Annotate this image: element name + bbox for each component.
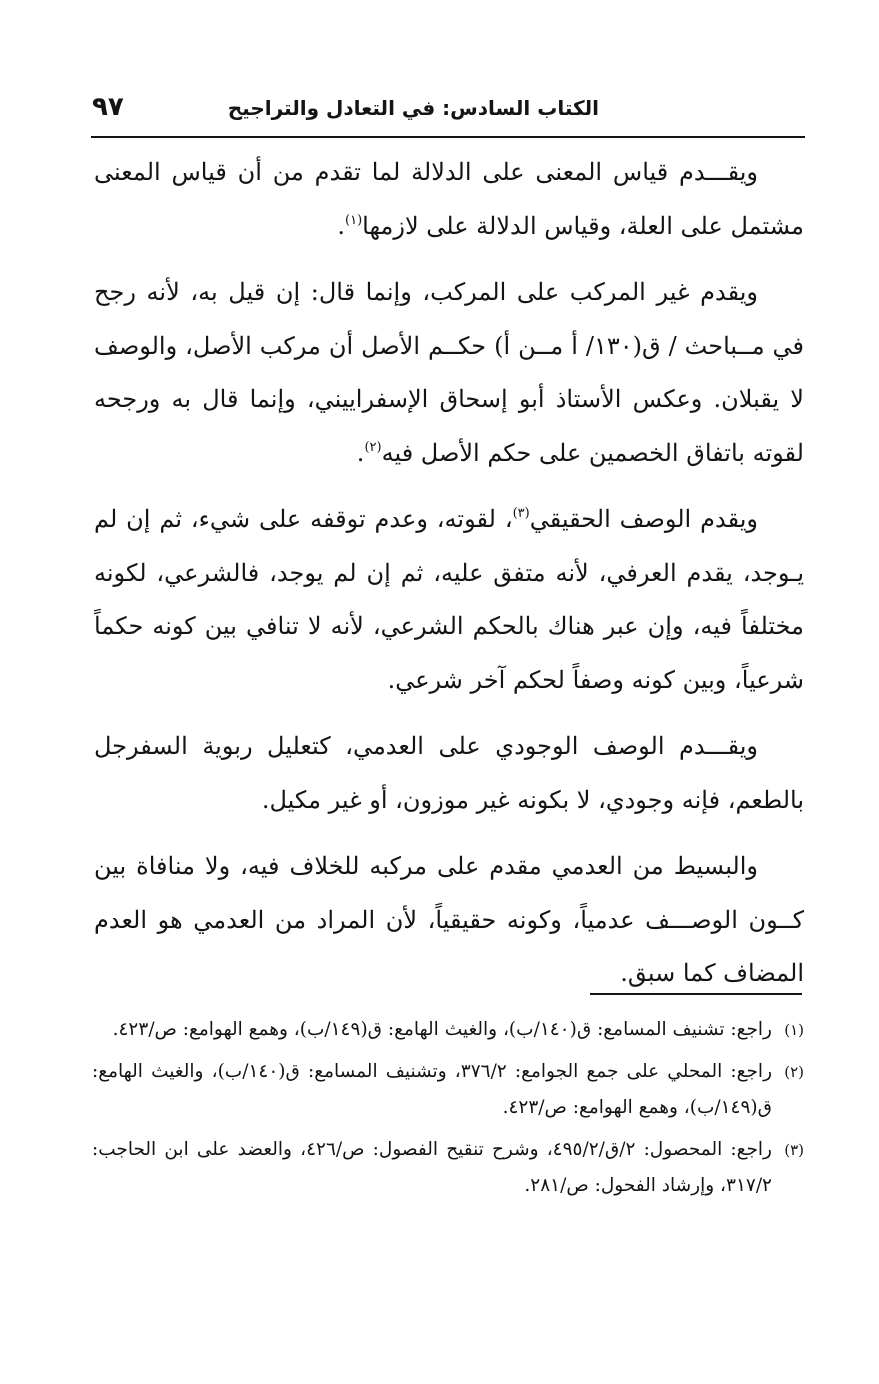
paragraph-tail: ، لقوته، وعدم توقفه على شيء، ثم إن لم يـوجد، يقدم العرفي، لأنه متفق عليه، ثم إن لم يوجد، فالشرعي، لكونه مختلفاً فيه، وإن عبر هناك بالحكم الشرعي، لأنه لا تنافي بين كونه حكماً شرعياً، وبين كونه وصفاً لحكم آخر شرعي. <box>94 505 804 694</box>
paragraph <box>94 266 804 480</box>
paragraph <box>94 493 804 707</box>
running-title: الكتاب السادس: في التعادل والتراجيح <box>227 96 599 120</box>
footnote-mark: (٣) <box>784 1141 804 1159</box>
footnote-item <box>92 1054 804 1126</box>
footnote-text: راجع: تشنيف المسامع: ق(١٤٠/ب)، والغيث الهامع: ق(١٤٩/ب)، وهمع الهوامع: ص/٤٢٣. <box>112 1019 772 1040</box>
main-text <box>94 146 804 1014</box>
page-header <box>92 92 804 136</box>
footnote-reference[interactable]: (١) <box>345 212 363 228</box>
footnote-mark: (٢) <box>784 1063 805 1081</box>
page-number: ٩٧ <box>92 92 124 122</box>
paragraph-text: والبسيط من العدمي مقدم على مركبه للخلاف فيه، ولا منافاة بين كــون الوصـــف عدمياً، وكونه حقيقياً، لأن المراد من العدمي هو العدم المضاف كما سبق. <box>94 852 804 987</box>
footnote-item <box>92 1012 804 1048</box>
paragraph-tail: . <box>356 438 365 467</box>
footnote-text: راجع: المحصول: ٢/ق/٤٩٥/٢، وشرح تنقيح الفصول: ص/٤٢٦، والعضد على ابن الحاجب: ٣١٧/٢، وإرشاد الفحول: ص/٢٨١. <box>92 1139 772 1196</box>
paragraph <box>94 840 804 1001</box>
paragraph-text: ويقـــدم الوصف الوجودي على العدمي، كتعليل ربوية السفرجل بالطعم، فإنه وجودي، لا بكونه غير موزون، أو غير مكيل. <box>94 732 804 814</box>
paragraph-tail: . <box>337 211 345 240</box>
paragraph <box>94 146 804 253</box>
footnote-reference[interactable]: (٣) <box>512 506 530 521</box>
paragraph-text: ويقدم غير المركب على المركب، وإنما قال: إن قيل به، لأنه رجح في مــباحث / ق(١٣٠/ أ مــن أ) حكــم الأصل أن مركب الأصل، والوصف لا يقبلان. وعكس الأستاذ أبو إسحاق الإسفراييني، وإنما قال به ورجحه لقوته باتفاق الخصمين على حكم الأصل فيه <box>94 278 804 467</box>
paragraph-text: ويقـــدم قياس المعنى على الدلالة لما تقدم من أن قياس المعنى مشتمل على العلة، وقياس الدلالة على لازمها <box>94 158 804 240</box>
header-rule <box>91 136 805 138</box>
footnotes <box>92 1012 804 1210</box>
footnote-separator <box>590 993 802 995</box>
footnote-reference[interactable]: (٢) <box>364 439 382 455</box>
footnote-text: راجع: المحلي على جمع الجوامع: ٣٧٦/٢، وتشنيف المسامع: ق(١٤٠/ب)، والغيث الهامع: ق(١٤٩/ب)، وهمع الهوامع: ص/٤٢٣. <box>92 1061 773 1118</box>
paragraph-text: ويقدم الوصف الحقيقي <box>529 505 758 533</box>
footnote-item <box>92 1132 804 1204</box>
footnote-mark: (١) <box>784 1021 804 1039</box>
paragraph <box>94 720 804 827</box>
